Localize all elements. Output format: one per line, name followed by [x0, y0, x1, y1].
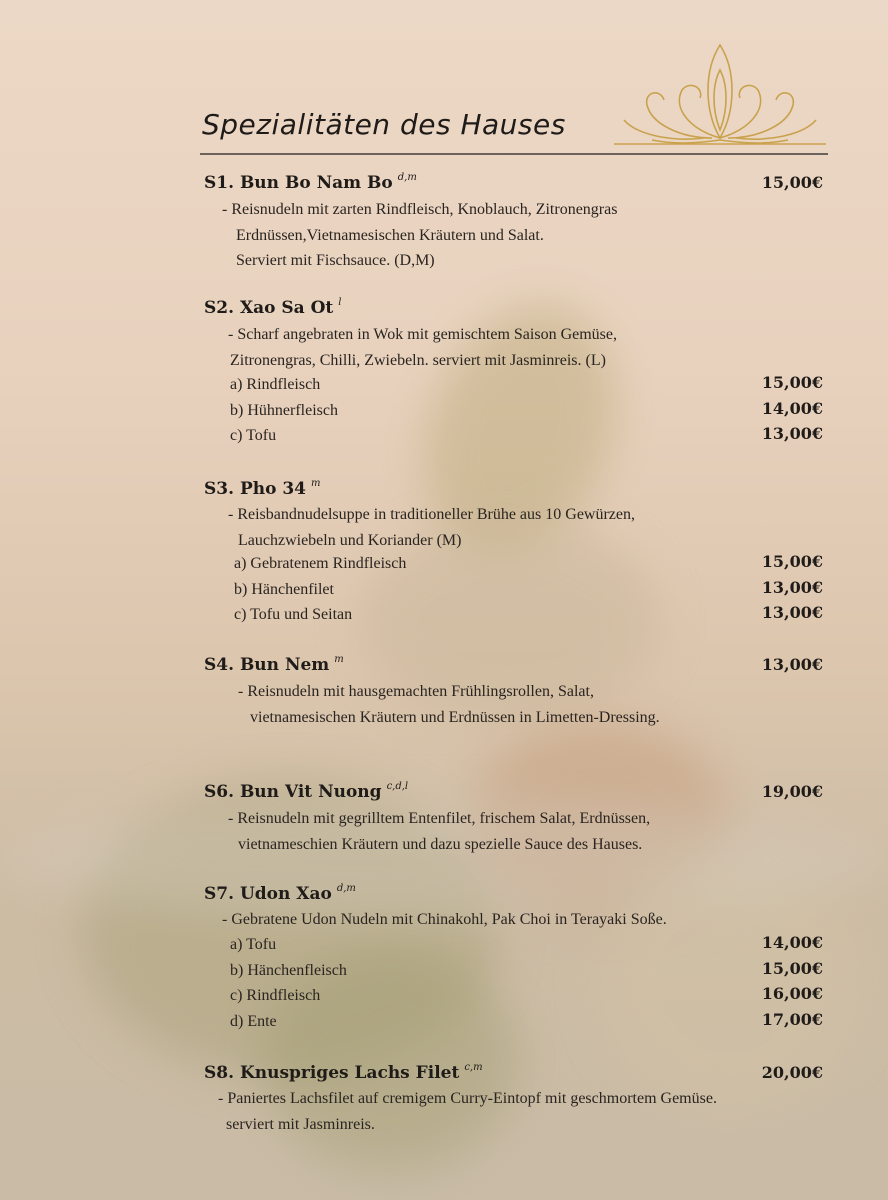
- dish-name: S8. Knuspriges Lachs Filet: [204, 1063, 460, 1083]
- dish-title: [204, 297, 341, 318]
- dish-title: [204, 478, 320, 499]
- dish-description-line: - Gebratene Udon Nudeln mit Chinakohl, Pak Choi in Terayaki Soße.: [222, 911, 667, 928]
- allergen-codes: d,m: [397, 172, 417, 183]
- variant-price: 15,00€: [761, 373, 823, 392]
- dish-price: 19,00€: [761, 782, 823, 801]
- allergen-codes: l: [338, 297, 342, 308]
- variant-price: 13,00€: [761, 577, 823, 597]
- variant-price: 15,00€: [761, 552, 823, 571]
- dish-description-line: - Reisnudeln mit gegrilltem Entenfilet, frischem Salat, Erdnüssen,: [228, 810, 651, 827]
- allergen-codes: d,m: [336, 883, 356, 894]
- dish-title: [204, 172, 417, 193]
- dish-title: [204, 883, 356, 904]
- dish-title: [204, 781, 408, 802]
- variant-label: b) Hühnerfleisch: [230, 401, 338, 419]
- dish-description-line: - Reisnudeln mit zarten Rindfleisch, Knoblauch, Zitronengras: [222, 201, 618, 218]
- variant-label: d) Ente: [230, 1012, 277, 1030]
- dish-price: 20,00€: [761, 1063, 823, 1082]
- dish-title: [204, 654, 344, 675]
- allergen-codes: c,d,l: [386, 781, 409, 792]
- allergen-codes: m: [334, 654, 344, 665]
- dish-description-line: vietnamesischen Kräutern und Erdnüssen in Limetten-Dressing.: [250, 708, 660, 726]
- dish-description-line: serviert mit Jasminreis.: [226, 1115, 375, 1133]
- variant-label: c) Rindfleisch: [230, 987, 321, 1004]
- dish-description-line: - Reisnudeln mit hausgemachten Frühlingsrollen, Salat,: [238, 683, 594, 700]
- dish-name: S3. Pho 34: [204, 479, 306, 499]
- variant-price: 13,00€: [761, 603, 823, 622]
- title-divider: [200, 153, 828, 155]
- variant-label: a) Gebratenem Rindfleisch: [234, 555, 407, 572]
- allergen-codes: c,m: [464, 1062, 483, 1073]
- dish-description-line: Lauchzwiebeln und Koriander (M): [238, 531, 462, 549]
- dish-price: 13,00€: [761, 655, 823, 674]
- variant-label: a) Tofu: [230, 936, 277, 953]
- dish-name: S6. Bun Vit Nuong: [204, 782, 382, 802]
- dish-description-line: vietnameschien Kräutern und dazu spezielle Sauce des Hauses.: [238, 835, 643, 853]
- dish-price: 15,00€: [761, 173, 823, 192]
- dish-name: S7. Udon Xao: [204, 884, 332, 904]
- dish-name: S2. Xao Sa Ot: [204, 298, 334, 318]
- variant-label: b) Hänchenfleisch: [230, 961, 347, 979]
- variant-label: b) Hänchenfilet: [234, 580, 334, 598]
- dish-description-line: Zitronengras, Chilli, Zwiebeln. serviert mit Jasminreis. (L): [230, 351, 606, 369]
- dish-title: [204, 1062, 483, 1083]
- variant-price: 14,00€: [761, 398, 823, 418]
- variant-price: 17,00€: [761, 1009, 823, 1029]
- allergen-codes: m: [311, 478, 321, 489]
- dish-name: S4. Bun Nem: [204, 655, 330, 675]
- lotus-ornament-icon: [612, 40, 828, 150]
- dish-description-line: - Paniertes Lachsfilet auf cremigem Curry-Eintopf mit geschmortem Gemüse.: [218, 1090, 717, 1107]
- dish-description-line: Serviert mit Fischsauce. (D,M): [236, 252, 435, 269]
- dish-description-line: Erdnüssen,Vietnamesischen Kräutern und Salat.: [236, 226, 544, 244]
- variant-label: c) Tofu und Seitan: [234, 606, 353, 623]
- variant-label: a) Rindfleisch: [230, 376, 321, 393]
- variant-price: 13,00€: [761, 424, 823, 443]
- dish-description-line: - Reisbandnudelsuppe in traditioneller Brühe aus 10 Gewürzen,: [228, 506, 635, 523]
- variant-price: 16,00€: [761, 984, 823, 1003]
- variant-price: 14,00€: [761, 933, 823, 952]
- variant-price: 15,00€: [761, 958, 823, 978]
- page-title: Spezialitäten des Hauses: [202, 108, 566, 141]
- dish-description-line: - Scharf angebraten in Wok mit gemischtem Saison Gemüse,: [228, 326, 617, 343]
- dish-name: S1. Bun Bo Nam Bo: [204, 173, 393, 193]
- variant-label: c) Tofu: [230, 427, 277, 444]
